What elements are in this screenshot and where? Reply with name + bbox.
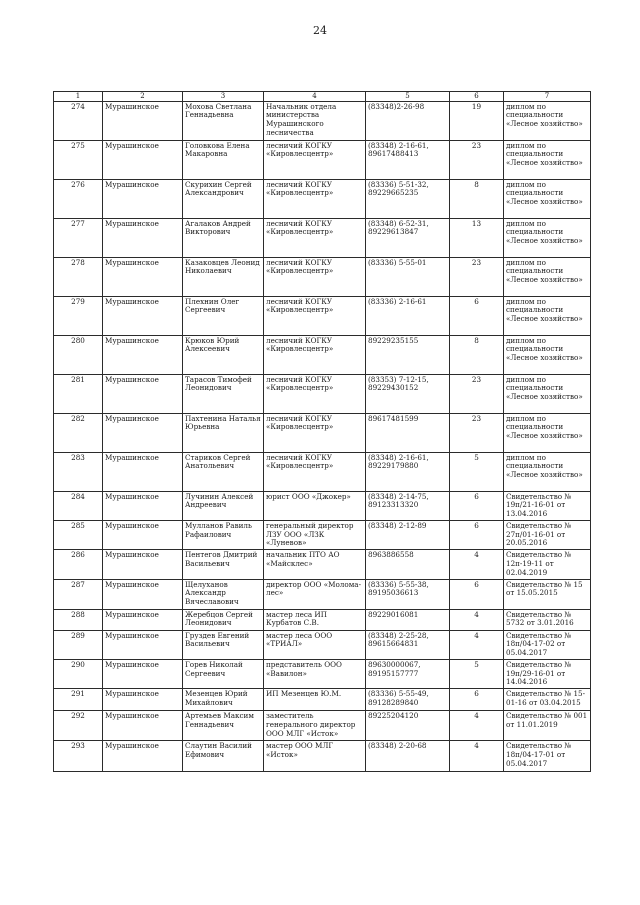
experience-cell: 8 xyxy=(450,335,504,374)
row-number-cell: 275 xyxy=(54,140,103,179)
table-row xyxy=(54,413,591,452)
experience-cell: 5 xyxy=(450,659,504,688)
district-cell: Мурашинское xyxy=(103,413,183,452)
person-name-cell: Слаутин Василий Ефимович xyxy=(183,741,264,772)
phone-cell: (83348) 2-14-75, 89123313320 xyxy=(366,491,450,520)
row-number-cell: 276 xyxy=(54,179,103,218)
person-name-cell: Мохова Светлана Геннадьевна xyxy=(183,101,264,140)
document-cell: Свидетельство № 27п/01-16-01 от 20.05.2016 xyxy=(504,520,591,549)
position-cell: директор ООО «Молома-лес» xyxy=(264,579,366,609)
person-name-cell: Скурихин Сергей Александрович xyxy=(183,179,264,218)
phone-cell: (83348) 2-12-89 xyxy=(366,520,450,549)
document-cell: диплом по специальности «Лесное хозяйство» xyxy=(504,179,591,218)
position-cell: Начальник отдела министерства Мурашинского лесничества xyxy=(264,101,366,140)
position-cell: ИП Мезенцев Ю.М. xyxy=(264,689,366,711)
column-number-row xyxy=(54,92,591,102)
person-name-cell: Крюков Юрий Алексеевич xyxy=(183,335,264,374)
person-name-cell: Щелуханов Александр Вячеславович xyxy=(183,579,264,609)
document-cell: диплом по специальности «Лесное хозяйство» xyxy=(504,374,591,413)
person-name-cell: Агалаков Андрей Викторович xyxy=(183,218,264,257)
position-cell: лесничий КОГКУ «Кировлесцентр» xyxy=(264,140,366,179)
table-row xyxy=(54,550,591,579)
district-cell: Мурашинское xyxy=(103,659,183,688)
district-cell: Мурашинское xyxy=(103,711,183,741)
person-name-cell: Жеребцов Сергей Леонидович xyxy=(183,609,264,630)
registry-table xyxy=(53,91,591,772)
experience-cell: 4 xyxy=(450,550,504,579)
experience-cell: 4 xyxy=(450,711,504,741)
district-cell: Мурашинское xyxy=(103,101,183,140)
phone-cell: 89617481599 xyxy=(366,413,450,452)
table-row xyxy=(54,179,591,218)
column-number: 7 xyxy=(504,92,591,102)
row-number-cell: 290 xyxy=(54,659,103,688)
row-number-cell: 288 xyxy=(54,609,103,630)
page-number: 24 xyxy=(313,24,327,37)
document-cell: Свидетельство № 15-01-16 от 03.04.2015 xyxy=(504,689,591,711)
table-row xyxy=(54,689,591,711)
district-cell: Мурашинское xyxy=(103,140,183,179)
document-cell: Свидетельство № 001 от 11.01.2019 xyxy=(504,711,591,741)
district-cell: Мурашинское xyxy=(103,257,183,296)
experience-cell: 23 xyxy=(450,140,504,179)
phone-cell: 89630000067, 89195157777 xyxy=(366,659,450,688)
experience-cell: 19 xyxy=(450,101,504,140)
phone-cell: (83336) 5-55-38, 89195036613 xyxy=(366,579,450,609)
experience-cell: 5 xyxy=(450,452,504,491)
table-row xyxy=(54,257,591,296)
position-cell: лесничий КОГКУ «Кировлесцентр» xyxy=(264,179,366,218)
person-name-cell: Мулланов Равиль Рафаилович xyxy=(183,520,264,549)
row-number-cell: 292 xyxy=(54,711,103,741)
district-cell: Мурашинское xyxy=(103,179,183,218)
person-name-cell: Плехнин Олег Сергеевич xyxy=(183,296,264,335)
row-number-cell: 277 xyxy=(54,218,103,257)
phone-cell: (83353) 7-12-15, 89229430152 xyxy=(366,374,450,413)
experience-cell: 13 xyxy=(450,218,504,257)
position-cell: лесничий КОГКУ «Кировлесцентр» xyxy=(264,296,366,335)
table-row xyxy=(54,140,591,179)
row-number-cell: 289 xyxy=(54,630,103,659)
document-cell: Свидетельство № 18п/04-17-02 от 05.04.2017 xyxy=(504,630,591,659)
position-cell: представитель ООО «Вавилон» xyxy=(264,659,366,688)
experience-cell: 6 xyxy=(450,491,504,520)
person-name-cell: Головкова Елена Макаровна xyxy=(183,140,264,179)
document-cell: диплом по специальности «Лесное хозяйство» xyxy=(504,413,591,452)
column-number: 6 xyxy=(450,92,504,102)
experience-cell: 4 xyxy=(450,630,504,659)
district-cell: Мурашинское xyxy=(103,296,183,335)
document-cell: Свидетельство № 19п/21-16-01 от 13.04.2016 xyxy=(504,491,591,520)
experience-cell: 6 xyxy=(450,689,504,711)
position-cell: мастер леса ИП Курбатов С.В. xyxy=(264,609,366,630)
row-number-cell: 280 xyxy=(54,335,103,374)
experience-cell: 6 xyxy=(450,579,504,609)
table-row xyxy=(54,659,591,688)
document-cell: Свидетельство № 19п/29-16-01 от 14.04.2016 xyxy=(504,659,591,688)
table-row xyxy=(54,609,591,630)
table-row xyxy=(54,711,591,741)
position-cell: заместитель генерального директор ООО МЛГ «Исток» xyxy=(264,711,366,741)
row-number-cell: 287 xyxy=(54,579,103,609)
experience-cell: 23 xyxy=(450,374,504,413)
column-number: 3 xyxy=(183,92,264,102)
position-cell: лесничий КОГКУ «Кировлесцентр» xyxy=(264,374,366,413)
table-row xyxy=(54,741,591,772)
column-number: 5 xyxy=(366,92,450,102)
row-number-cell: 281 xyxy=(54,374,103,413)
district-cell: Мурашинское xyxy=(103,491,183,520)
row-number-cell: 293 xyxy=(54,741,103,772)
person-name-cell: Стариков Сергей Анатольевич xyxy=(183,452,264,491)
district-cell: Мурашинское xyxy=(103,218,183,257)
row-number-cell: 285 xyxy=(54,520,103,549)
table-row xyxy=(54,374,591,413)
position-cell: лесничий КОГКУ «Кировлесцентр» xyxy=(264,257,366,296)
district-cell: Мурашинское xyxy=(103,630,183,659)
phone-cell: 89225204120 xyxy=(366,711,450,741)
person-name-cell: Пентегов Дмитрий Васильевич xyxy=(183,550,264,579)
phone-cell: (83348) 2-16-61, 89229179880 xyxy=(366,452,450,491)
row-number-cell: 279 xyxy=(54,296,103,335)
document-cell: Свидетельство № 15 от 15.05.2015 xyxy=(504,579,591,609)
district-cell: Мурашинское xyxy=(103,579,183,609)
phone-cell: (83348)2-26-98 xyxy=(366,101,450,140)
experience-cell: 23 xyxy=(450,257,504,296)
phone-cell: (83336) 5-55-49, 89128289840 xyxy=(366,689,450,711)
phone-cell: (83348) 2-20-68 xyxy=(366,741,450,772)
document-cell: Свидетельство № 18п/04-17-01 от 05.04.2017 xyxy=(504,741,591,772)
phone-cell: (83348) 2-25-28, 89615664831 xyxy=(366,630,450,659)
district-cell: Мурашинское xyxy=(103,609,183,630)
experience-cell: 23 xyxy=(450,413,504,452)
person-name-cell: Лучинин Алексей Андреевич xyxy=(183,491,264,520)
column-number: 1 xyxy=(54,92,103,102)
table-row xyxy=(54,452,591,491)
position-cell: юрист ООО «Джокер» xyxy=(264,491,366,520)
person-name-cell: Артемьев Максим Геннадьевич xyxy=(183,711,264,741)
person-name-cell: Пахтенина Наталья Юрьевна xyxy=(183,413,264,452)
person-name-cell: Тарасов Тимофей Леонидович xyxy=(183,374,264,413)
district-cell: Мурашинское xyxy=(103,452,183,491)
row-number-cell: 284 xyxy=(54,491,103,520)
document-cell: Свидетельство № 5732 от 3.01.2016 xyxy=(504,609,591,630)
document-cell: диплом по специальности «Лесное хозяйство» xyxy=(504,140,591,179)
phone-cell: (83336) 5-51-32, 89229665235 xyxy=(366,179,450,218)
table-row xyxy=(54,335,591,374)
row-number-cell: 274 xyxy=(54,101,103,140)
experience-cell: 6 xyxy=(450,520,504,549)
phone-cell: (83348) 6-52-31, 89229613847 xyxy=(366,218,450,257)
document-cell: диплом по специальности «Лесное хозяйство» xyxy=(504,452,591,491)
person-name-cell: Груздев Евгений Васильевич xyxy=(183,630,264,659)
phone-cell: (83348) 2-16-61, 89617488413 xyxy=(366,140,450,179)
document-cell: диплом по специальности «Лесное хозяйство» xyxy=(504,257,591,296)
row-number-cell: 278 xyxy=(54,257,103,296)
document-cell: диплом по специальности «Лесное хозяйство» xyxy=(504,296,591,335)
row-number-cell: 286 xyxy=(54,550,103,579)
experience-cell: 8 xyxy=(450,179,504,218)
row-number-cell: 283 xyxy=(54,452,103,491)
table-row xyxy=(54,579,591,609)
row-number-cell: 282 xyxy=(54,413,103,452)
position-cell: лесничий КОГКУ «Кировлесцентр» xyxy=(264,452,366,491)
position-cell: генеральный директор ЛЗУ ООО «ЛЗК «Луневов» xyxy=(264,520,366,549)
column-number: 4 xyxy=(264,92,366,102)
document-cell: диплом по специальности «Лесное хозяйство» xyxy=(504,335,591,374)
column-number: 2 xyxy=(103,92,183,102)
document-cell: Свидетельство № 12п-19-11 от 02.04.2019 xyxy=(504,550,591,579)
phone-cell: (83336) 2-16-61 xyxy=(366,296,450,335)
phone-cell: (83336) 5-55-01 xyxy=(366,257,450,296)
position-cell: лесничий КОГКУ «Кировлесцентр» xyxy=(264,413,366,452)
phone-cell: 89229235155 xyxy=(366,335,450,374)
position-cell: мастер ООО МЛГ «Исток» xyxy=(264,741,366,772)
experience-cell: 6 xyxy=(450,296,504,335)
person-name-cell: Горев Николай Сергеевич xyxy=(183,659,264,688)
table-row xyxy=(54,630,591,659)
person-name-cell: Казаковцев Леонид Николаевич xyxy=(183,257,264,296)
experience-cell: 4 xyxy=(450,609,504,630)
table-row xyxy=(54,520,591,549)
document-cell: диплом по специальности «Лесное хозяйство» xyxy=(504,218,591,257)
table-row xyxy=(54,101,591,140)
position-cell: лесничий КОГКУ «Кировлесцентр» xyxy=(264,218,366,257)
district-cell: Мурашинское xyxy=(103,689,183,711)
district-cell: Мурашинское xyxy=(103,550,183,579)
document-cell: диплом по специальности «Лесное хозяйство» xyxy=(504,101,591,140)
row-number-cell: 291 xyxy=(54,689,103,711)
experience-cell: 4 xyxy=(450,741,504,772)
phone-cell: 89229016081 xyxy=(366,609,450,630)
table-row xyxy=(54,296,591,335)
person-name-cell: Мезенцев Юрий Михайлович xyxy=(183,689,264,711)
position-cell: лесничий КОГКУ «Кировлесцентр» xyxy=(264,335,366,374)
district-cell: Мурашинское xyxy=(103,741,183,772)
district-cell: Мурашинское xyxy=(103,374,183,413)
district-cell: Мурашинское xyxy=(103,520,183,549)
phone-cell: 8963886558 xyxy=(366,550,450,579)
district-cell: Мурашинское xyxy=(103,335,183,374)
position-cell: начальник ПТО АО «Майсклес» xyxy=(264,550,366,579)
position-cell: мастер леса ООО «ТРИАЛ» xyxy=(264,630,366,659)
table-row xyxy=(54,218,591,257)
table-row xyxy=(54,491,591,520)
